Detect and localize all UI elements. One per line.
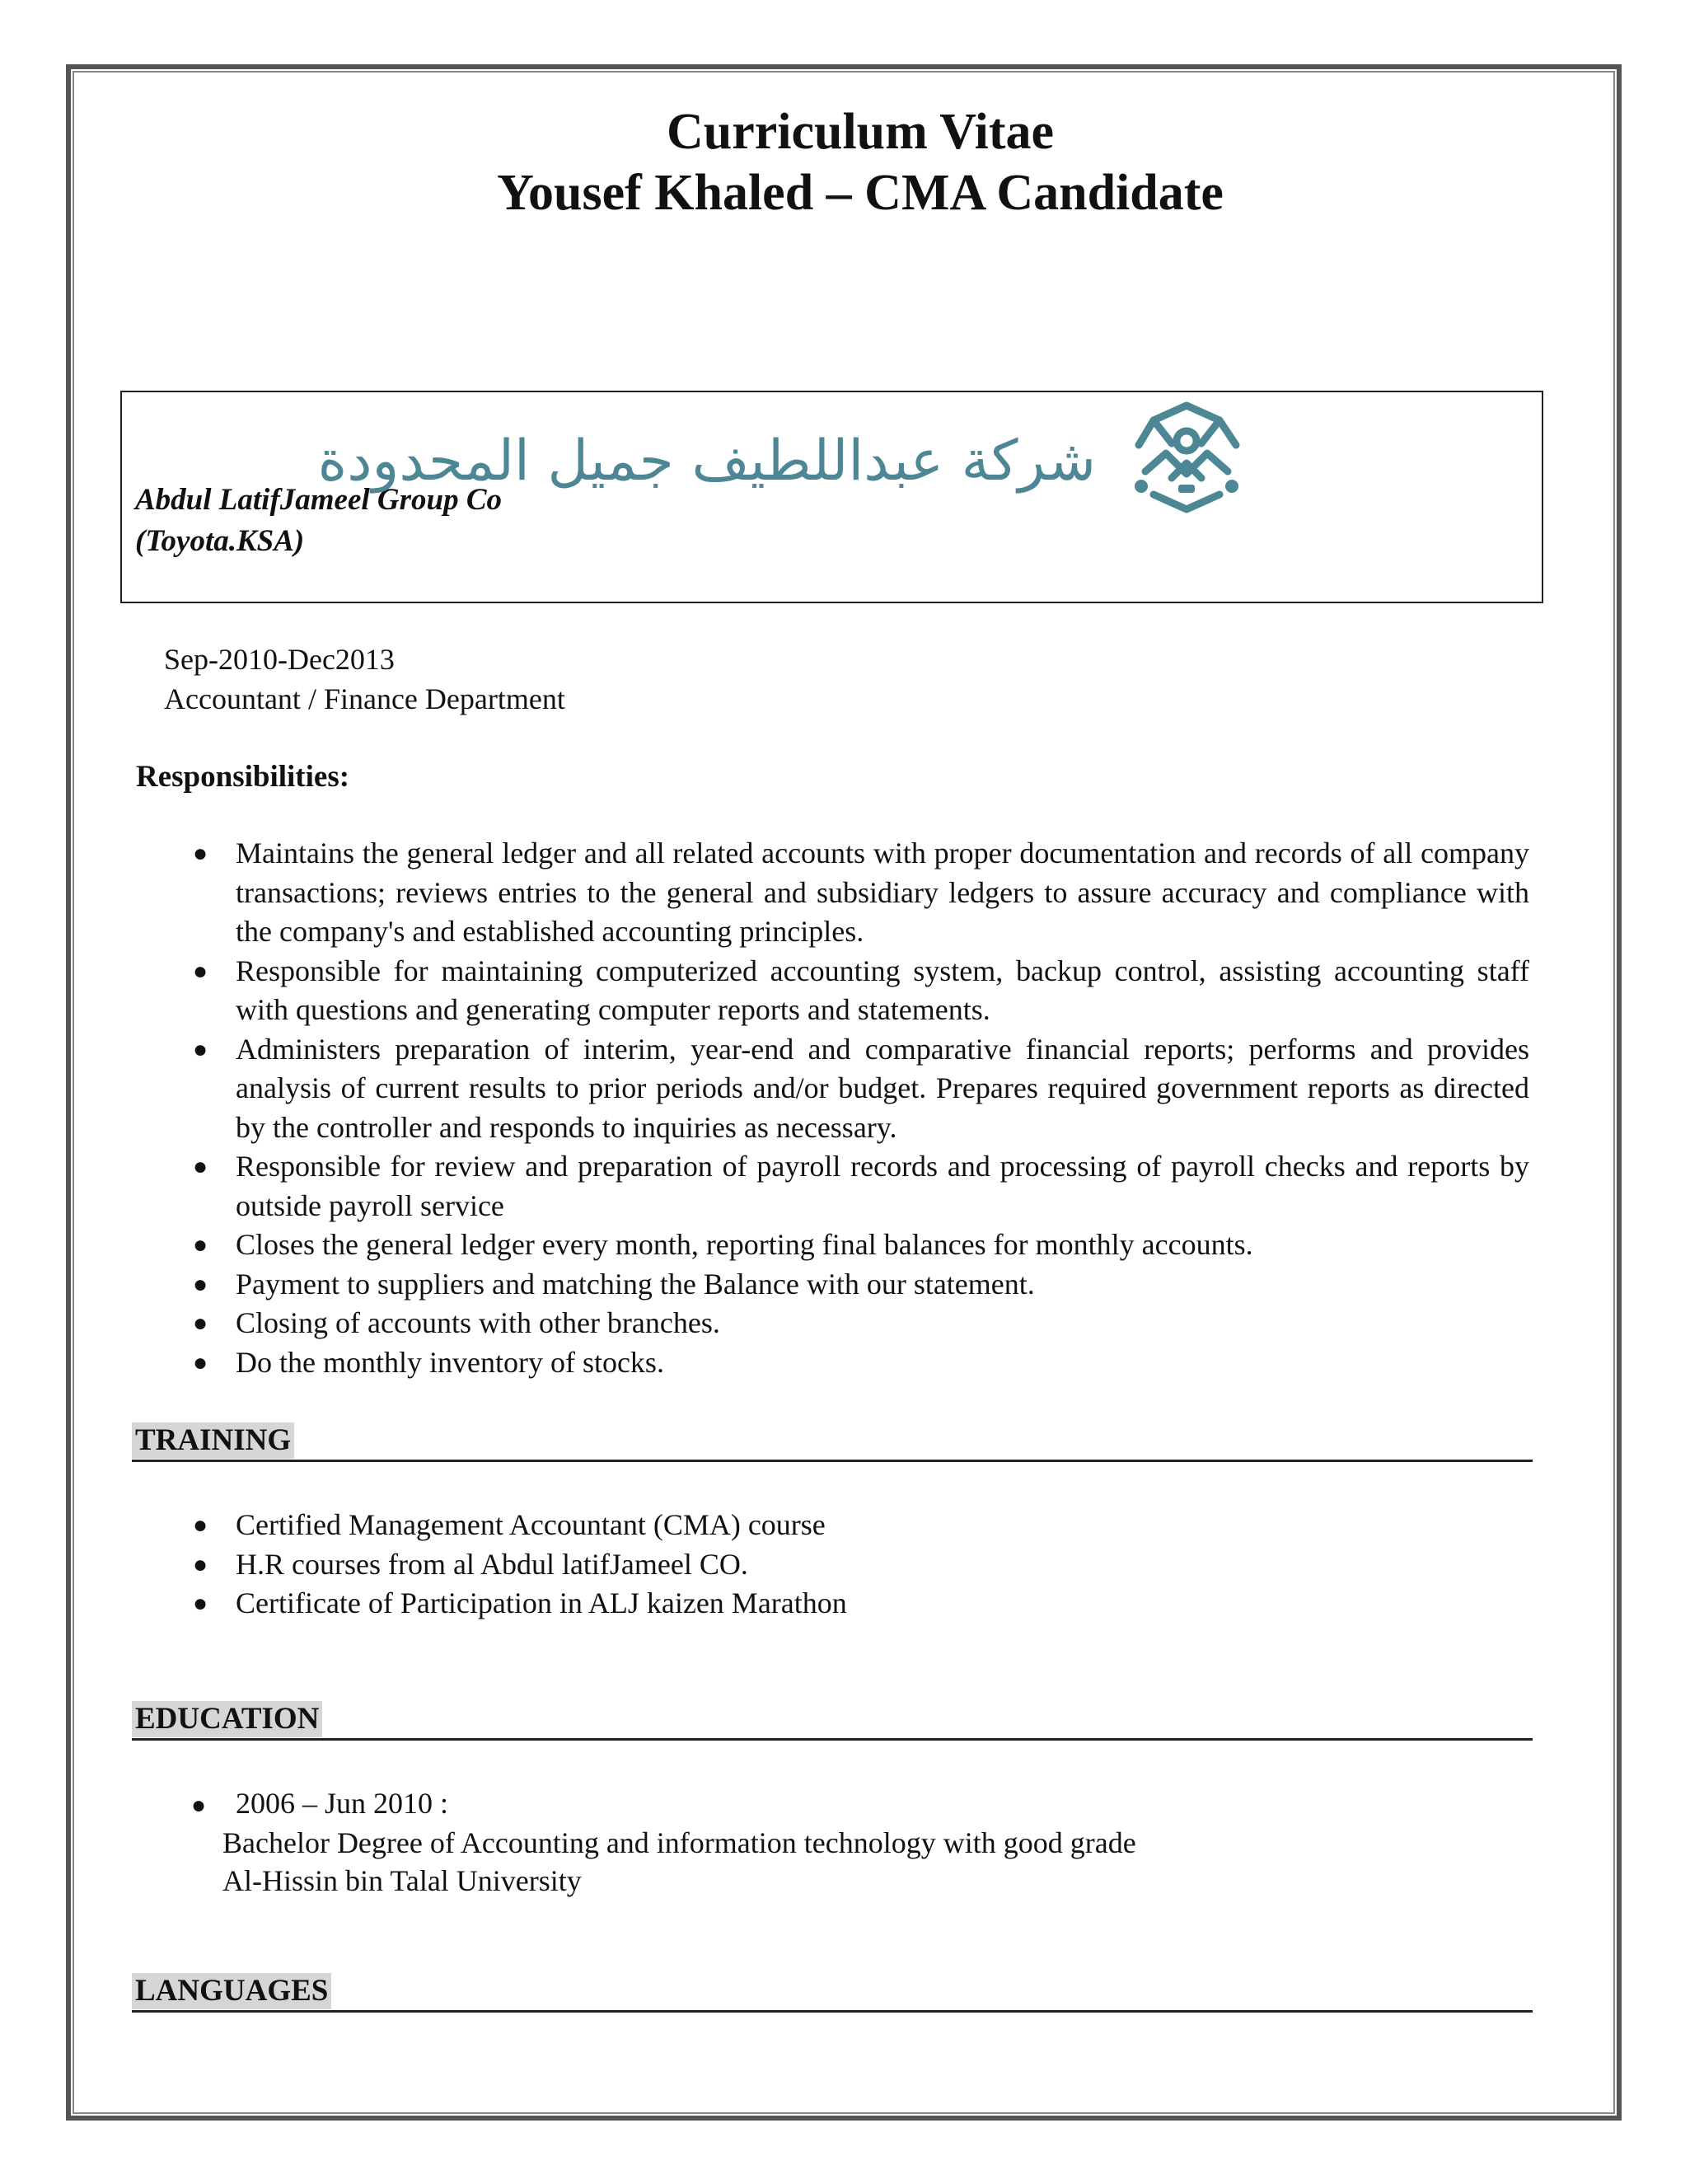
bullet-icon: ● bbox=[191, 1792, 207, 1819]
bullet-icon: ● bbox=[193, 1590, 208, 1617]
list-item: ● Responsible for review and preparation of payroll records and processing of payroll checks and reports by outside payroll service bbox=[0, 1147, 1529, 1226]
education-degree: Bachelor Degree of Accounting and information technology with good grade bbox=[222, 1826, 1136, 1859]
job-position: Accountant / Finance Department bbox=[164, 682, 565, 715]
employer-name-line2: (Toyota.KSA) bbox=[135, 524, 305, 558]
education-heading: EDUCATION bbox=[132, 1701, 322, 1737]
training-heading: TRAINING bbox=[132, 1422, 294, 1459]
bullet-icon: ● bbox=[193, 1035, 208, 1063]
document-title: Curriculum Vitae bbox=[666, 104, 1055, 160]
list-item: ● Administers preparation of interim, year-end and comparative financial reports; performs and provides analysis of current results to prior periods and/or budget. Prepares required government reports as directed by the controller and responds to inquiries as necessary. bbox=[0, 1030, 1529, 1148]
list-item: ● Do the monthly inventory of stocks. bbox=[0, 1343, 1529, 1383]
employer-logo-text: شركة عبداللطيف جميل المحدودة bbox=[317, 429, 1096, 494]
bullet-icon: ● bbox=[193, 1153, 208, 1180]
bullet-icon: ● bbox=[193, 1348, 208, 1376]
training-section-header bbox=[132, 1422, 1533, 1462]
list-item: ● H.R courses from al Abdul latifJameel CO. bbox=[0, 1545, 1529, 1585]
bullet-icon: ● bbox=[193, 840, 208, 867]
bullet-icon: ● bbox=[193, 1270, 208, 1298]
bullet-icon: ● bbox=[193, 957, 208, 985]
list-item: ● Maintains the general ledger and all related accounts with proper documentation and records of all company transactions; reviews entries to the general and subsidiary ledgers to assure accuracy and compliance with the company's and established accounting principles. bbox=[0, 834, 1529, 952]
responsibilities-list bbox=[0, 834, 1688, 1382]
bullet-icon: ● bbox=[193, 1310, 208, 1337]
list-item: ● Responsible for maintaining computerized accounting system, backup control, assisting accounting staff with questions and generating computer reports and statements. bbox=[0, 952, 1529, 1030]
education-period: ● 2006 – Jun 2010 : bbox=[191, 1783, 448, 1825]
list-item: ● Closing of accounts with other branches. bbox=[0, 1304, 1529, 1343]
alj-emblem-icon bbox=[1121, 396, 1252, 519]
training-list bbox=[0, 1506, 1688, 1624]
bullet-icon: ● bbox=[193, 1550, 208, 1578]
bullet-icon: ● bbox=[193, 1511, 208, 1539]
education-section-header bbox=[132, 1701, 1533, 1741]
bullet-icon: ● bbox=[193, 1231, 208, 1258]
candidate-name-title: Yousef Khaled – CMA Candidate bbox=[497, 165, 1224, 221]
languages-section-header bbox=[132, 1973, 1533, 2013]
responsibilities-heading: Responsibilities: bbox=[136, 760, 350, 794]
list-item: ● Payment to suppliers and matching the Balance with our statement. bbox=[0, 1265, 1529, 1305]
list-item: ● Closes the general ledger every month, reporting final balances for monthly accounts. bbox=[0, 1226, 1529, 1265]
list-item: ● Certificate of Participation in ALJ kaizen Marathon bbox=[0, 1584, 1529, 1624]
employer-name-line1: Abdul LatifJameel Group Co bbox=[135, 483, 503, 517]
list-item: ● Certified Management Accountant (CMA) course bbox=[0, 1506, 1529, 1545]
job-period: Sep-2010-Dec2013 bbox=[164, 643, 395, 676]
languages-heading: LANGUAGES bbox=[132, 1973, 331, 2009]
education-university: Al-Hissin bin Talal University bbox=[222, 1864, 582, 1897]
